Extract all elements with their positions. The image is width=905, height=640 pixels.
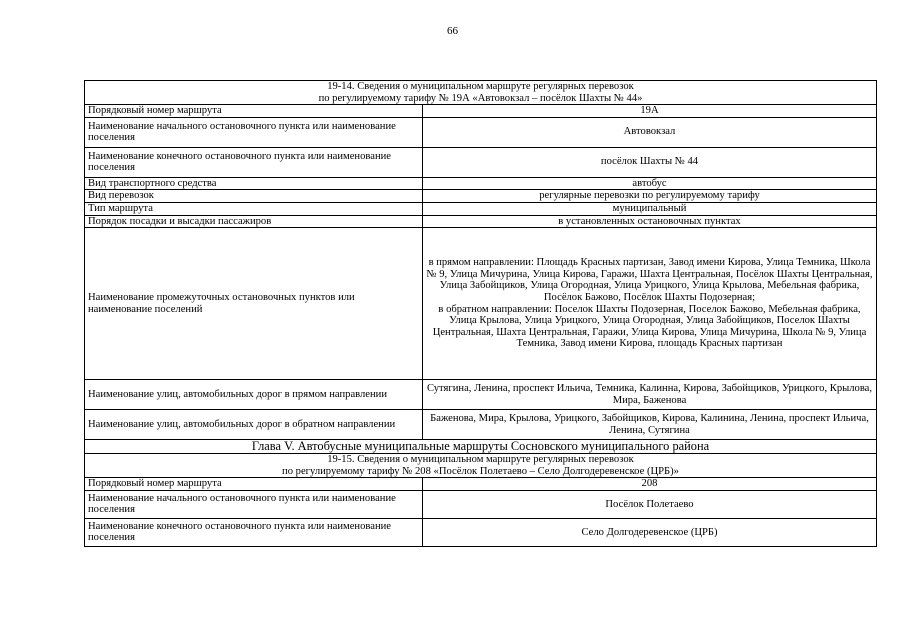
row-value: посёлок Шахты № 44 (423, 147, 877, 177)
table-row (85, 478, 877, 491)
row-label: Наименование промежуточных остановочных пунктов или наименование поселений (85, 228, 423, 380)
page-number: 66 (447, 25, 458, 37)
row-value: Село Долгодеревенское (ЦРБ) (423, 518, 877, 546)
row-label: Вид транспортного средства (85, 177, 423, 190)
row-value: Посёлок Полетаево (423, 490, 877, 518)
table-row (85, 105, 877, 118)
row-value: Сутягина, Ленина, проспект Ильича, Темника, Калинна, Кирова, Забойщиков, Урицкого, Крылова, Мира, Баженова (423, 380, 877, 410)
row-label: Наименование улиц, автомобильных дорог в прямом направлении (85, 380, 423, 410)
row-value: Баженова, Мира, Крылова, Урицкого, Забойщиков, Кирова, Калинина, Ленина, проспект Ильича, Ленина, Сутягина (423, 410, 877, 440)
row-value: в установленных остановочных пунктах (423, 215, 877, 228)
table-row (85, 190, 877, 203)
table-row (85, 228, 877, 380)
table-row (85, 177, 877, 190)
route-1-header-row (85, 81, 877, 105)
row-label: Порядковый номер маршрута (85, 478, 423, 491)
row-label: Наименование конечного остановочного пункта или наименование поселения (85, 518, 423, 546)
stops-forward: в прямом направлении: Площадь Красных партизан, Завод имени Кирова, Улица Темника, Школа № 9, Улица Мичурина, Улица Кирова, Гаражи, Шахта Центральная, Посёлок Шахты Центральная, Улица Забойщиков, Улица Огородная, Улица Урицкого, Улица Крылова, Мебельная фабрика, Посёлок Бажово, Посёлок Шахты Подозерная; (426, 257, 873, 304)
chapter-row (85, 440, 877, 454)
route-info-table (84, 80, 877, 547)
row-value: Автовокзал (423, 117, 877, 147)
row-label: Наименование конечного остановочного пункта или наименование поселения (85, 147, 423, 177)
row-value: 208 (423, 478, 877, 491)
table-row (85, 215, 877, 228)
route-2-title-line-2: по регулируемому тарифу № 208 «Посёлок Полетаево – Село Долгодеревенское (ЦРБ)» (282, 465, 679, 477)
row-value (423, 228, 877, 380)
row-label: Порядок посадки и высадки пассажиров (85, 215, 423, 228)
chapter-title: Глава V. Автобусные муниципальные маршруты Сосновского муниципального района (85, 440, 877, 454)
route-2-title-line-1: 19-15. Сведения о муниципальном маршруте регулярных перевозок (327, 454, 634, 466)
table-row (85, 410, 877, 440)
table-row (85, 147, 877, 177)
table-row (85, 490, 877, 518)
route-2-header-row (85, 454, 877, 478)
row-value: регулярные перевозки по регулируемому тарифу (423, 190, 877, 203)
row-label: Вид перевозок (85, 190, 423, 203)
row-label: Наименование начального остановочного пункта или наименование поселения (85, 490, 423, 518)
route-1-title (85, 81, 877, 105)
row-label: Порядковый номер маршрута (85, 105, 423, 118)
table-row (85, 202, 877, 215)
row-value: 19А (423, 105, 877, 118)
row-label: Тип маршрута (85, 202, 423, 215)
table-row (85, 518, 877, 546)
route-2-title (85, 454, 877, 478)
route-1-title-line-2: по регулируемому тарифу № 19А «Автовокзал – посёлок Шахты № 44» (318, 92, 643, 104)
stops-backward: в обратном направлении: Поселок Шахты Подозерная, Поселок Бажово, Мебельная фабрика, Улица Крылова, Улица Урицкого, Улица Огородная, Улица Забойщиков, Поселок Шахты Центральная, Шахта Центральная, Гаражи, Улица Кирова, Улица Мичурина, Школа № 9, Улица Темника, Завод имени Кирова, площадь Красных партизан (432, 303, 867, 350)
table-row (85, 117, 877, 147)
row-label: Наименование улиц, автомобильных дорог в обратном направлении (85, 410, 423, 440)
row-value: муниципальный (423, 202, 877, 215)
row-value: автобус (423, 177, 877, 190)
row-label: Наименование начального остановочного пункта или наименование поселения (85, 117, 423, 147)
route-1-title-line-1: 19-14. Сведения о муниципальном маршруте регулярных перевозок (327, 81, 634, 92)
table-row (85, 380, 877, 410)
